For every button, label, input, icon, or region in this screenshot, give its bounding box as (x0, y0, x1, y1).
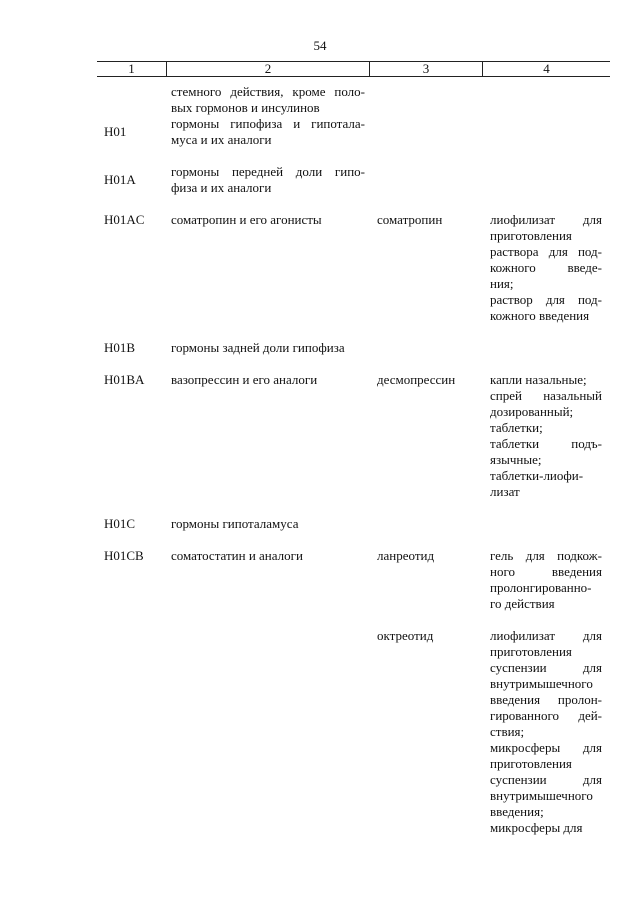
dosage-form-line: кожного введения (490, 308, 590, 323)
dosage-form-line: микросферы для (490, 820, 583, 835)
dosage-form-line: приготовления (490, 228, 572, 243)
atc-code: H01A (104, 172, 136, 187)
atc-code: H01B (104, 340, 136, 355)
atc-code: H01C (104, 516, 136, 531)
header-col-1: 1 (128, 61, 135, 76)
dosage-form-line: суспензии для (490, 772, 602, 787)
dosage-form-line: кожного введе- (490, 260, 602, 275)
dosage-form-line: ного введения (490, 564, 602, 579)
group-name-line: вазопрессин и его аналоги (171, 372, 318, 387)
dosage-form-line: спрей назальный (490, 388, 602, 403)
dosage-form-line: микросферы для (490, 740, 602, 755)
dosage-form-line: гель для подкож- (490, 548, 602, 563)
dosage-form-line: таблетки-лиофи- (490, 468, 584, 483)
dosage-form-line: ствия; (490, 724, 525, 739)
dosage-form-line: гированного дей- (490, 708, 602, 723)
dosage-form-line: внутримышечного (490, 676, 593, 691)
dosage-form-line: лизат (490, 484, 520, 499)
drug-name: десмопрессин (377, 372, 456, 387)
drug-name: ланреотид (377, 548, 435, 563)
dosage-form-line: лиофилизат для (490, 212, 602, 227)
dosage-form-line: раствора для под- (490, 244, 602, 259)
dosage-form-line: пролонгированно- (490, 580, 592, 595)
dosage-form-line: таблетки подъ- (490, 436, 602, 451)
header-col-3: 3 (369, 62, 482, 76)
group-name-line: гормоны задней доли гипофиза (171, 340, 345, 355)
dosage-form-line: ния; (490, 276, 514, 291)
dosage-form-line: капли назальные; (490, 372, 587, 387)
dosage-form-line: приготовления (490, 644, 572, 659)
group-name-line: вых гормонов и инсулинов (171, 100, 320, 115)
atc-code: H01BA (104, 372, 145, 387)
atc-code: H01 (104, 124, 127, 139)
dosage-form-line: раствор для под- (490, 292, 602, 307)
group-name-line: гормоны гипоталамуса (171, 516, 299, 531)
group-name-line: гормоны передней доли гипо- (171, 164, 365, 179)
group-name-line: соматостатин и аналоги (171, 548, 303, 563)
group-name-line: соматропин и его агонисты (171, 212, 322, 227)
group-name-line: физа и их аналоги (171, 180, 272, 195)
drug-name: октреотид (377, 628, 434, 643)
header-col-4: 4 (482, 62, 610, 76)
dosage-form-line: дозированный; (490, 404, 574, 419)
dosage-form-line: го действия (490, 596, 555, 611)
group-name-line: гормоны гипофиза и гипотала- (171, 116, 365, 131)
dosage-form-line: язычные; (490, 452, 542, 467)
atc-code: H01CB (104, 548, 144, 563)
group-name-line: муса и их аналоги (171, 132, 272, 147)
dosage-form-line: лиофилизат для (490, 628, 602, 643)
dosage-form-line: введения; (490, 804, 544, 819)
dosage-form-line: суспензии для (490, 660, 602, 675)
dosage-form-line: таблетки; (490, 420, 543, 435)
dosage-form-line: приготовления (490, 756, 572, 771)
atc-code: H01AC (104, 212, 145, 227)
page-number: 54 (313, 38, 327, 53)
table-header (97, 61, 610, 77)
dosage-form-line: внутримышечного (490, 788, 593, 803)
drug-name: соматропин (377, 212, 443, 227)
group-name-line: стемного действия, кроме поло- (171, 84, 365, 99)
dosage-form-line: введения пролон- (490, 692, 602, 707)
header-col-2: 2 (166, 62, 369, 76)
